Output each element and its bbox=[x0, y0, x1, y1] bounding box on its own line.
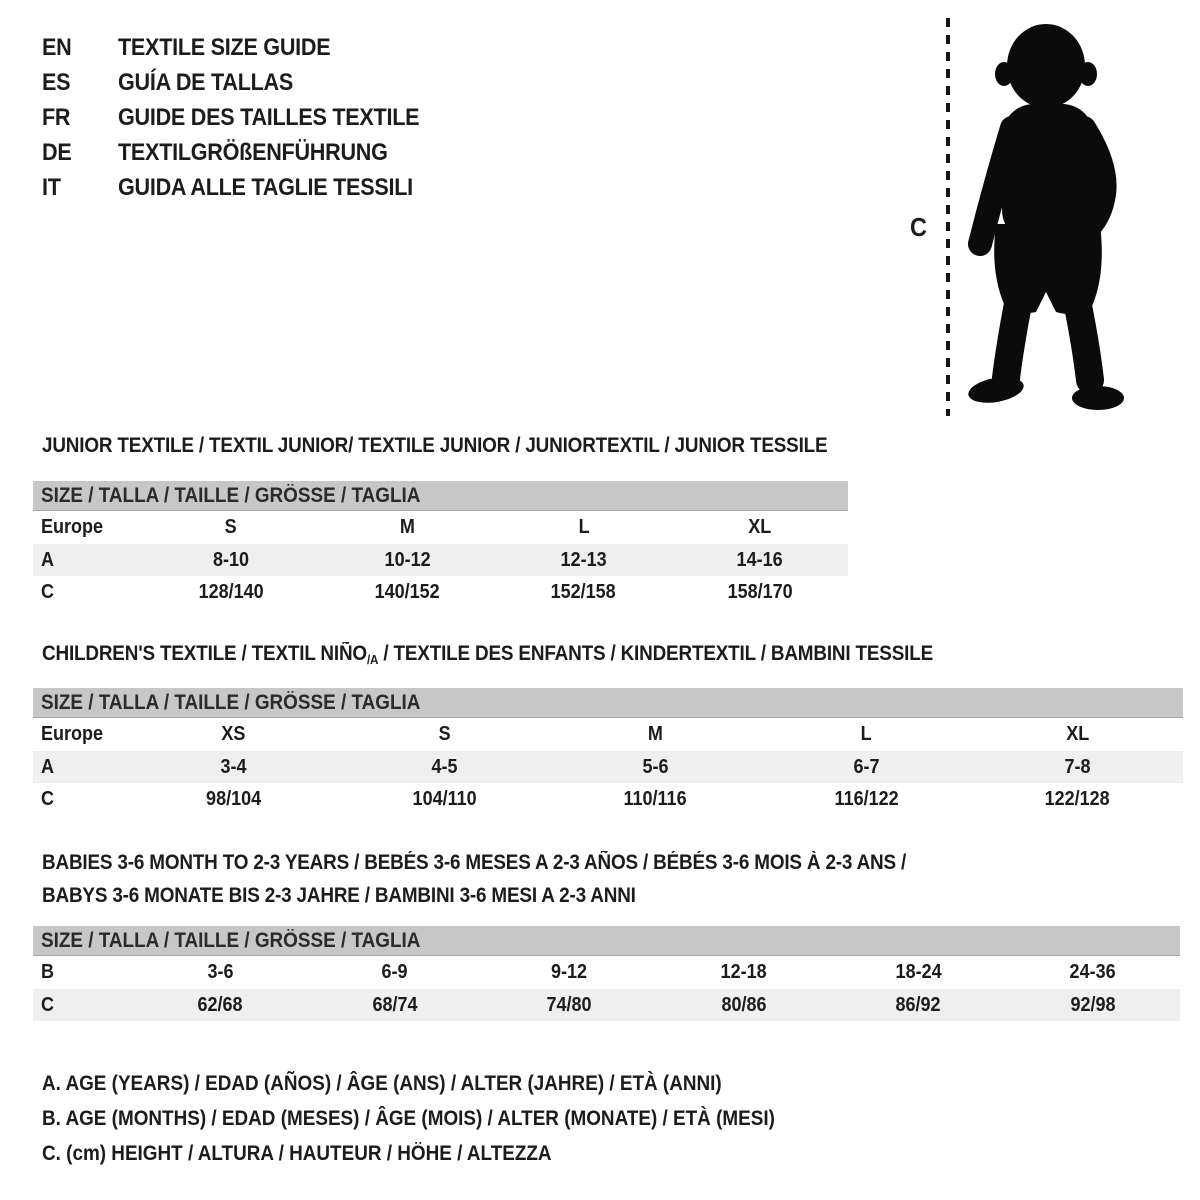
table-cell bbox=[1006, 961, 1181, 984]
language-code bbox=[42, 174, 118, 202]
table-cell bbox=[550, 723, 761, 746]
cell-value: 5-6 bbox=[642, 755, 669, 778]
cell-value: 10-12 bbox=[384, 548, 431, 571]
legend-line-c-text: C. (cm) HEIGHT / ALTURA / HAUTEUR / HÖHE / ALTEZZA bbox=[42, 1142, 552, 1165]
children-size-table bbox=[33, 688, 1183, 815]
cell-value: 140/152 bbox=[374, 580, 440, 603]
column-header: XL bbox=[1065, 723, 1090, 745]
row-label bbox=[33, 581, 143, 604]
table-cell bbox=[482, 961, 657, 984]
table-cell bbox=[496, 549, 672, 572]
language-code-text: ES bbox=[42, 68, 71, 96]
table-cell bbox=[482, 994, 657, 1017]
column-header: XL bbox=[748, 516, 772, 538]
junior-row-a bbox=[33, 544, 848, 576]
children-row-a bbox=[33, 751, 1183, 783]
children-section-title-text bbox=[42, 642, 933, 667]
children-title-subscript: /A bbox=[366, 652, 379, 667]
legend-line-b-text: B. AGE (MONTHS) / EDAD (MESES) / ÂGE (MOIS) / ALTER (MONATE) / ETÀ (MESI) bbox=[42, 1107, 775, 1130]
language-code bbox=[42, 34, 118, 62]
table-cell bbox=[339, 788, 550, 811]
cell-value: 98/104 bbox=[205, 787, 262, 810]
column-header: L bbox=[578, 516, 590, 538]
cell-value: 18-24 bbox=[895, 961, 942, 983]
row-label bbox=[33, 788, 128, 811]
table-cell bbox=[761, 756, 972, 779]
language-code bbox=[42, 69, 118, 97]
children-header-row bbox=[33, 718, 1183, 751]
legend-block bbox=[42, 1066, 856, 1171]
cell-value: 6-7 bbox=[853, 755, 880, 778]
junior-section-title bbox=[42, 434, 915, 458]
language-row-en bbox=[42, 30, 453, 65]
row-label bbox=[33, 994, 133, 1017]
language-code bbox=[42, 104, 118, 132]
table-cell bbox=[133, 961, 308, 984]
language-code bbox=[42, 139, 118, 167]
table-cell bbox=[319, 581, 495, 604]
table-cell bbox=[972, 723, 1183, 746]
language-label bbox=[118, 34, 354, 62]
cell-value: 80/86 bbox=[721, 993, 767, 1016]
cell-value: 104/110 bbox=[412, 787, 477, 810]
language-label-text: GUIDA ALLE TAGLIE TESSILI bbox=[118, 173, 413, 201]
language-label-text: GUIDE DES TAILLES TEXTILE bbox=[118, 103, 420, 131]
language-label bbox=[118, 69, 312, 97]
table-cell bbox=[496, 516, 672, 539]
legend-line-a-text: A. AGE (YEARS) / EDAD (AÑOS) / ÂGE (ANS) / ALTER (JAHRE) / ETÀ (ANNI) bbox=[42, 1072, 722, 1095]
table-cell bbox=[339, 756, 550, 779]
table-cell bbox=[761, 723, 972, 746]
table-cell bbox=[657, 994, 832, 1017]
cell-value: 12-18 bbox=[720, 961, 767, 983]
table-cell bbox=[761, 788, 972, 811]
cell-value: 74/80 bbox=[546, 993, 592, 1016]
cell-value: 9-12 bbox=[551, 961, 588, 983]
table-cell bbox=[143, 581, 319, 604]
language-label-text: TEXTILGRÖßENFÜHRUNG bbox=[118, 138, 388, 166]
children-title-part1: CHILDREN'S TEXTILE / TEXTIL NIÑO bbox=[42, 642, 367, 665]
language-row-it bbox=[42, 170, 453, 205]
column-header: S bbox=[225, 516, 238, 538]
cell-value: 110/116 bbox=[623, 787, 688, 810]
babies-title-line1-text: BABIES 3-6 MONTH TO 2-3 YEARS / BEBÉS 3-6 MESES A 2-3 AÑOS / BÉBÉS 3-6 MOIS À 2-3 ANS / bbox=[42, 851, 907, 874]
babies-title-line1 bbox=[42, 846, 1002, 879]
measure-label-c-text: C bbox=[910, 212, 927, 242]
row-label-text: C bbox=[41, 580, 55, 603]
cell-value: 158/170 bbox=[727, 580, 793, 603]
table-cell bbox=[672, 516, 848, 539]
measure-label-c bbox=[910, 212, 929, 243]
table-cell bbox=[1006, 994, 1181, 1017]
junior-size-table bbox=[33, 481, 848, 608]
junior-row-c bbox=[33, 576, 848, 608]
cell-value: 152/158 bbox=[551, 580, 617, 603]
column-header: M bbox=[647, 723, 663, 745]
language-title-block bbox=[42, 30, 453, 205]
table-cell bbox=[319, 516, 495, 539]
table-cell bbox=[143, 549, 319, 572]
row-label-text: B bbox=[41, 961, 55, 983]
table-cell bbox=[128, 723, 339, 746]
cell-value: 6-9 bbox=[381, 961, 408, 983]
table-cell bbox=[319, 549, 495, 572]
language-code-text: IT bbox=[42, 173, 61, 201]
language-label bbox=[118, 174, 446, 202]
row-label-text: A bbox=[41, 548, 55, 571]
table-cell bbox=[339, 723, 550, 746]
baby-silhouette-icon bbox=[960, 16, 1140, 416]
language-row-de bbox=[42, 135, 453, 170]
legend-line-c bbox=[42, 1136, 856, 1171]
size-bar-label: SIZE / TALLA / TAILLE / GRÖSSE / TAGLIA bbox=[41, 690, 421, 714]
table-cell bbox=[33, 516, 143, 539]
column-header: Europe bbox=[41, 516, 104, 538]
cell-value: 24-36 bbox=[1069, 961, 1116, 983]
table-cell bbox=[550, 788, 761, 811]
children-size-bar bbox=[33, 688, 1183, 718]
height-dashed-line bbox=[946, 18, 950, 416]
cell-value: 62/68 bbox=[197, 993, 243, 1016]
babies-row-c bbox=[33, 989, 1180, 1021]
size-bar-label: SIZE / TALLA / TAILLE / GRÖSSE / TAGLIA bbox=[41, 483, 421, 507]
size-bar-label: SIZE / TALLA / TAILLE / GRÖSSE / TAGLIA bbox=[41, 928, 421, 952]
table-cell bbox=[128, 756, 339, 779]
table-cell bbox=[550, 756, 761, 779]
table-cell bbox=[128, 788, 339, 811]
babies-section-title bbox=[42, 846, 1002, 912]
row-label bbox=[33, 549, 143, 572]
column-header: S bbox=[438, 723, 451, 745]
table-cell bbox=[657, 961, 832, 984]
cell-value: 128/140 bbox=[198, 580, 264, 603]
table-cell bbox=[972, 756, 1183, 779]
language-label bbox=[118, 104, 453, 132]
language-code-text: DE bbox=[42, 138, 72, 166]
table-cell bbox=[308, 961, 483, 984]
language-row-fr bbox=[42, 100, 453, 135]
table-cell bbox=[33, 723, 128, 746]
table-cell bbox=[133, 994, 308, 1017]
column-header: L bbox=[861, 723, 872, 745]
children-row-c bbox=[33, 783, 1183, 815]
language-label bbox=[118, 139, 418, 167]
row-label bbox=[33, 756, 128, 779]
column-header: Europe bbox=[41, 723, 104, 745]
language-label-text: TEXTILE SIZE GUIDE bbox=[118, 33, 331, 61]
cell-value: 12-13 bbox=[560, 548, 607, 571]
babies-size-table bbox=[33, 926, 1180, 1021]
table-cell bbox=[672, 581, 848, 604]
column-header: M bbox=[399, 516, 415, 538]
legend-line-a bbox=[42, 1066, 856, 1101]
table-cell bbox=[672, 549, 848, 572]
junior-section-title-text: JUNIOR TEXTILE / TEXTIL JUNIOR/ TEXTILE JUNIOR / JUNIORTEXTIL / JUNIOR TESSILE bbox=[42, 434, 828, 457]
legend-line-b bbox=[42, 1101, 856, 1136]
row-label bbox=[33, 961, 133, 984]
cell-value: 68/74 bbox=[372, 993, 418, 1016]
cell-value: 14-16 bbox=[736, 548, 783, 571]
table-cell bbox=[496, 581, 672, 604]
babies-title-line2 bbox=[42, 879, 1002, 912]
cell-value: 122/128 bbox=[1044, 787, 1111, 810]
table-cell bbox=[308, 994, 483, 1017]
row-label-text: A bbox=[41, 755, 55, 778]
babies-title-line2-text: BABYS 3-6 MONATE BIS 2-3 JAHRE / BAMBINI 3-6 MESI A 2-3 ANNI bbox=[42, 884, 636, 907]
row-label-text: C bbox=[41, 993, 55, 1016]
junior-header-row bbox=[33, 511, 848, 544]
cell-value: 4-5 bbox=[431, 755, 458, 778]
cell-value: 8-10 bbox=[213, 548, 250, 571]
row-label-text: C bbox=[41, 787, 55, 810]
table-cell bbox=[143, 516, 319, 539]
cell-value: 3-4 bbox=[220, 755, 247, 778]
table-cell bbox=[972, 788, 1183, 811]
children-title-part2: / TEXTILE DES ENFANTS / KINDERTEXTIL / BAMBINI TESSILE bbox=[378, 642, 934, 665]
cell-value: 3-6 bbox=[207, 961, 234, 983]
cell-value: 86/92 bbox=[895, 993, 941, 1016]
column-header: XS bbox=[221, 723, 246, 745]
junior-size-bar bbox=[33, 481, 848, 511]
babies-size-bar bbox=[33, 926, 1180, 956]
cell-value: 7-8 bbox=[1064, 755, 1091, 778]
language-code-text: EN bbox=[42, 33, 72, 61]
table-cell bbox=[831, 994, 1006, 1017]
language-label-text: GUÍA DE TALLAS bbox=[118, 68, 294, 96]
table-cell bbox=[831, 961, 1006, 984]
babies-row-b bbox=[33, 956, 1180, 989]
cell-value: 92/98 bbox=[1070, 993, 1116, 1016]
cell-value: 116/122 bbox=[834, 787, 899, 810]
language-row-es bbox=[42, 65, 453, 100]
children-section-title bbox=[42, 642, 1032, 667]
language-code-text: FR bbox=[42, 103, 71, 131]
